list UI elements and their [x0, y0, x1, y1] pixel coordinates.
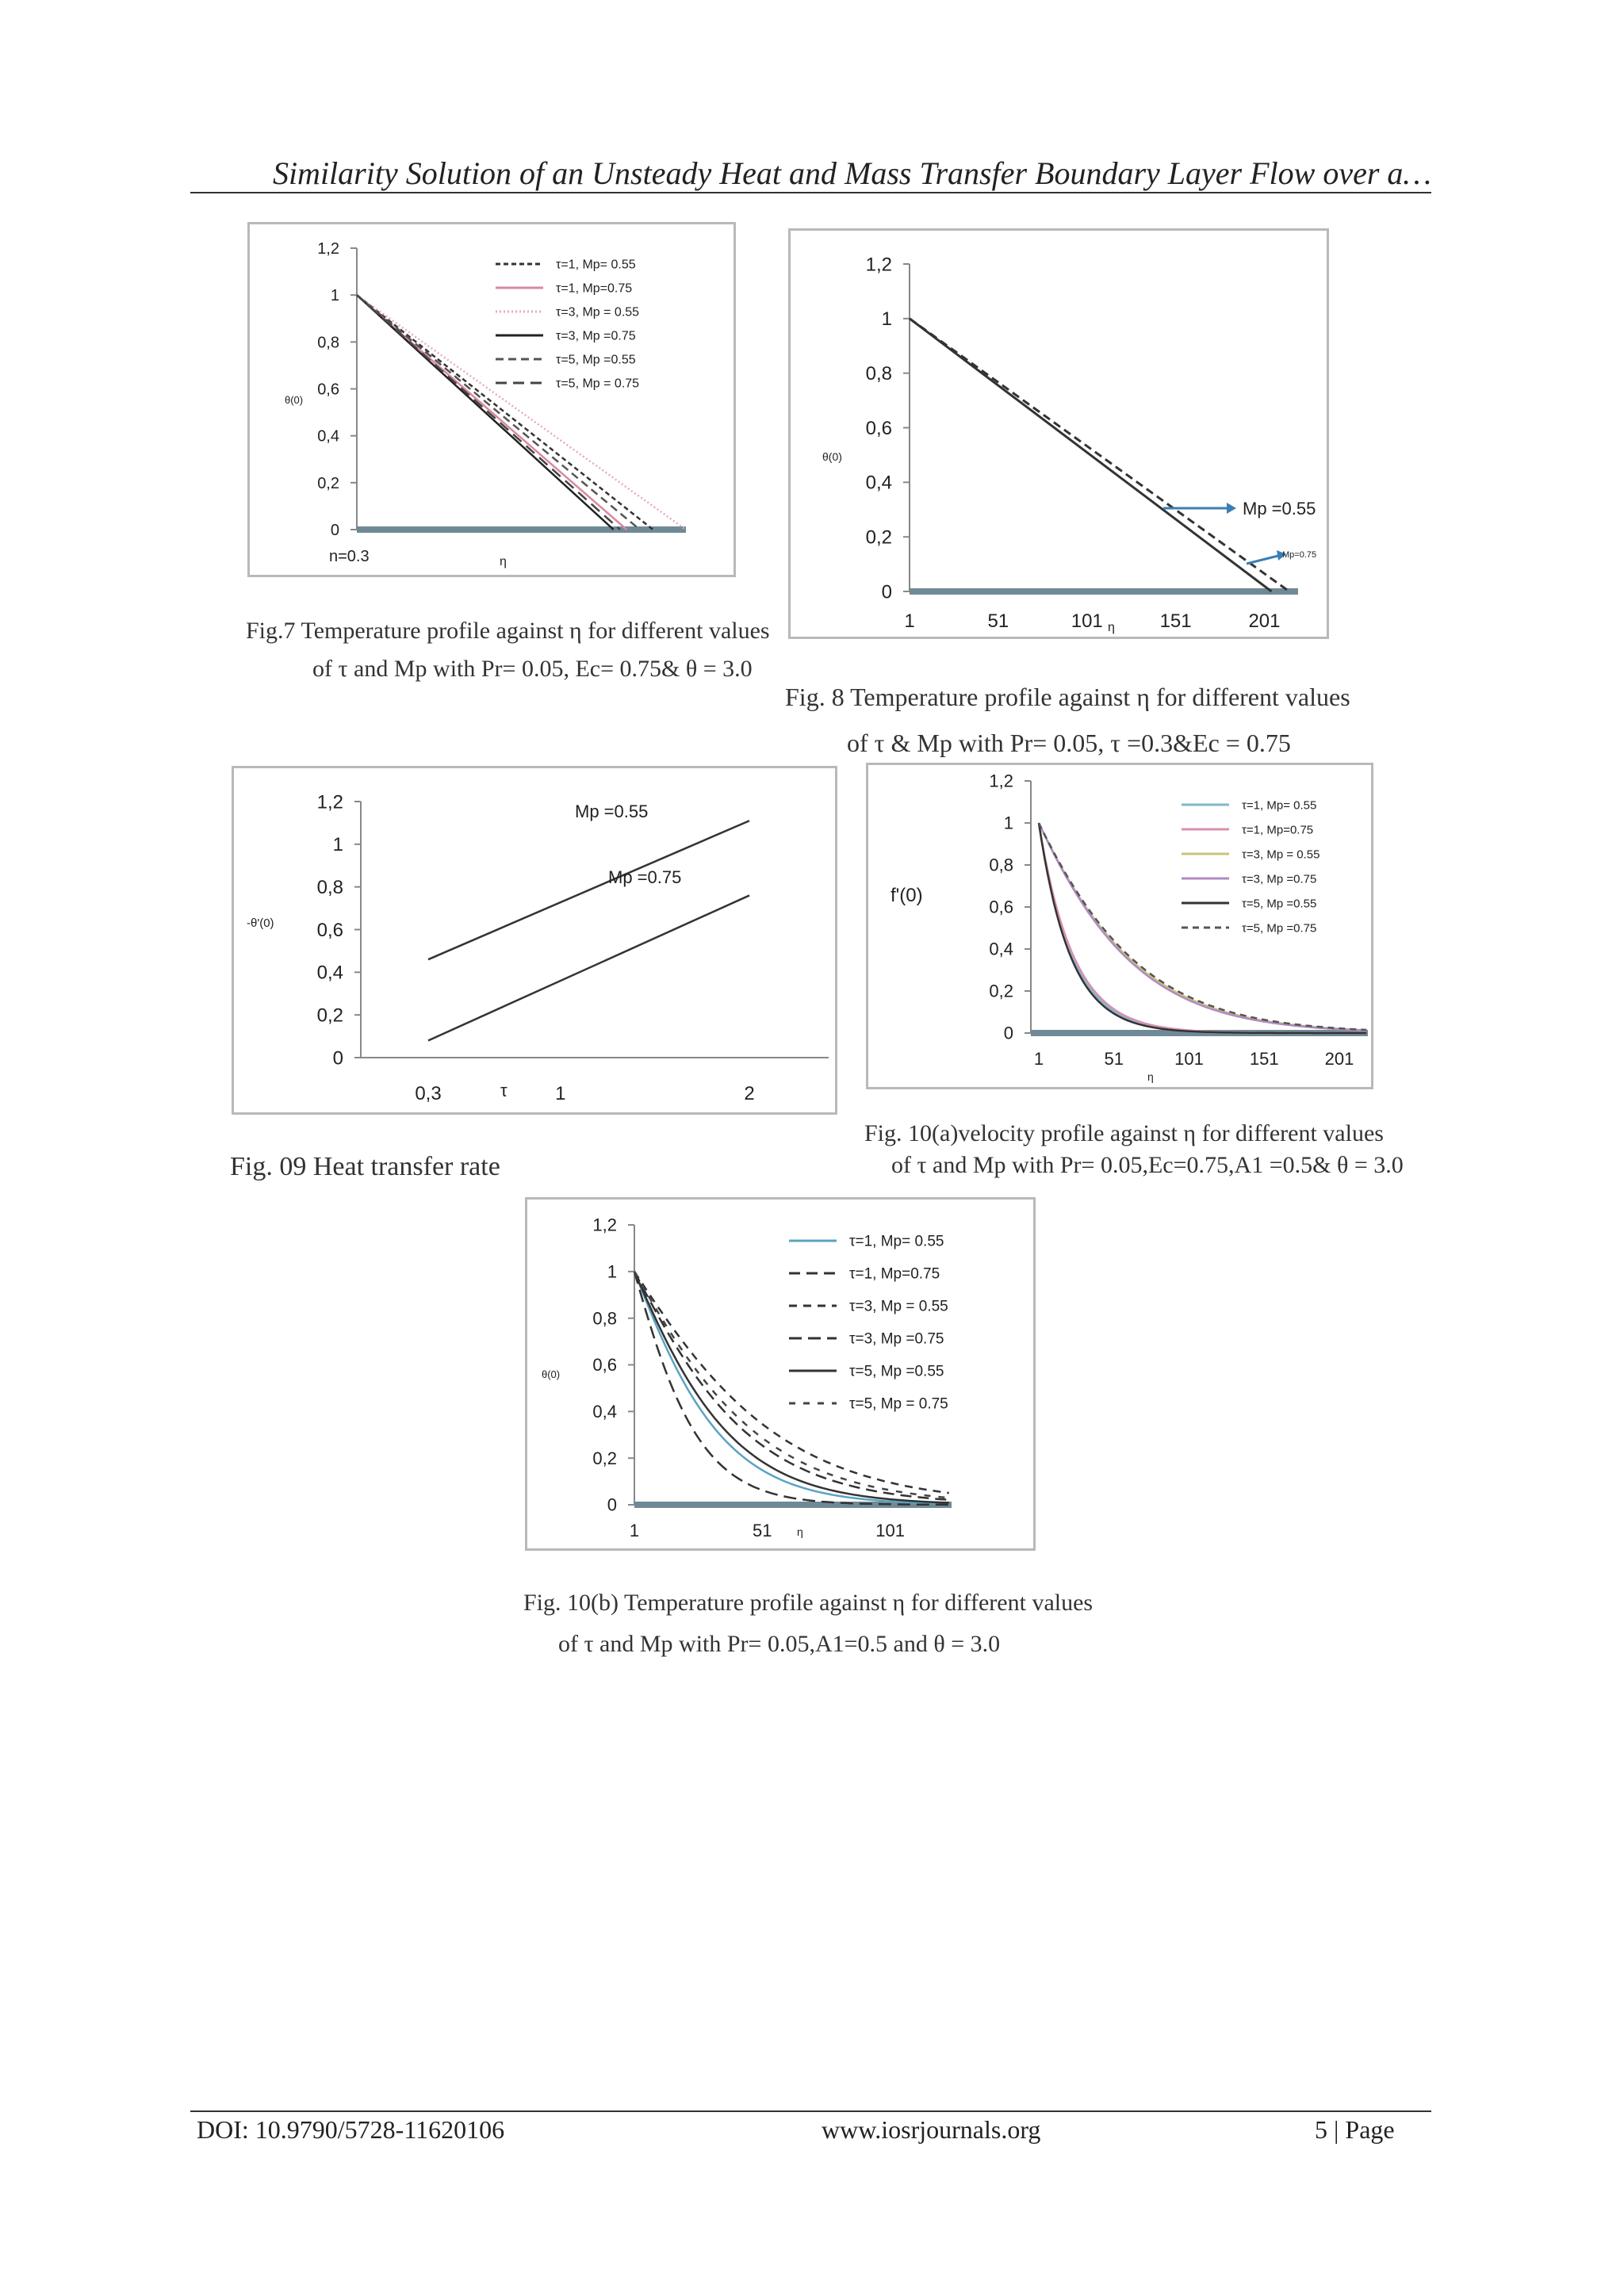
x-tick-label: 1 — [555, 1083, 566, 1104]
y-tick-label: 1 — [881, 308, 892, 331]
y-tick-label: 0,8 — [592, 1308, 617, 1329]
legend-label: τ=3, Mp = 0.55 — [849, 1298, 948, 1315]
legend-label: τ=5, Mp =0.75 — [1242, 921, 1317, 936]
x-tick-label: 101 — [1174, 1049, 1204, 1069]
footer-doi: DOI: 10.9790/5728-11620106 — [197, 2115, 505, 2144]
figure-10b-caption-line2: of τ and Mp with Pr= 0.05,A1=0.5 and θ = 3.0 — [558, 1631, 1001, 1657]
series-line — [910, 319, 1289, 591]
figure-8-caption-line1: Fig. 8 Temperature profile against η for different values — [785, 683, 1350, 711]
legend-label: τ=5, Mp =0.55 — [1242, 897, 1317, 911]
y-tick-label: 0,6 — [317, 381, 339, 399]
y-tick-label: 1,2 — [592, 1215, 617, 1235]
x-axis-label: τ — [500, 1081, 508, 1100]
header-rule — [190, 192, 1431, 193]
legend-label: τ=5, Mp =0.55 — [849, 1363, 944, 1380]
figure-7-chart — [250, 224, 738, 580]
y-tick-label: 0,6 — [592, 1355, 617, 1376]
x-tick-label: 51 — [1104, 1049, 1124, 1069]
chart-annotation: n=0.3 — [329, 548, 370, 565]
figure-10b-caption-line1: Fig. 10(b) Temperature profile against η for different values — [523, 1590, 1094, 1616]
legend-label: τ=5, Mp = 0.75 — [849, 1395, 948, 1413]
figure-7 — [247, 222, 736, 577]
x-tick-label: 51 — [753, 1521, 772, 1540]
figure-10b-chart — [527, 1200, 1038, 1553]
series-line — [428, 895, 749, 1040]
legend-label: τ=5, Mp = 0.75 — [556, 377, 640, 391]
x-tick-label: 2 — [744, 1083, 755, 1104]
figure-10a-chart — [868, 765, 1376, 1092]
legend-label: τ=1, Mp=0.75 — [556, 281, 633, 296]
y-axis-label: θ(0) — [822, 450, 842, 463]
annotation-label: Mp =0.55 — [575, 802, 649, 821]
annotation-arrow — [1247, 556, 1278, 564]
y-tick-label: 0 — [881, 581, 892, 603]
series-line — [357, 295, 686, 530]
footer-rule — [190, 2110, 1431, 2112]
series-line — [910, 319, 1271, 591]
annotation-arrowhead — [1227, 503, 1236, 514]
x-tick-label: 1 — [629, 1521, 640, 1540]
y-tick-label: 0,2 — [865, 526, 892, 549]
x-tick-label: 101 — [875, 1521, 905, 1540]
legend-label: τ=1, Mp= 0.55 — [556, 258, 636, 272]
legend-label: τ=3, Mp = 0.55 — [556, 305, 640, 320]
y-tick-label: 0,2 — [317, 474, 339, 492]
figure-9-chart — [234, 768, 840, 1117]
y-tick-label: 1 — [607, 1261, 617, 1282]
y-tick-label: 0,6 — [316, 919, 343, 941]
y-tick-label: 1,2 — [317, 240, 339, 258]
figure-8 — [788, 228, 1329, 639]
footer-page-number: 5 | Page — [1315, 2115, 1395, 2144]
y-tick-label: 0,4 — [989, 939, 1013, 959]
figure-10a — [866, 763, 1373, 1089]
y-tick-label: 0,2 — [989, 981, 1013, 1001]
figure-7-caption-line1: Fig.7 Temperature profile against η for different values — [246, 618, 770, 644]
y-axis-label: θ(0) — [542, 1368, 561, 1380]
y-tick-label: 0,4 — [316, 962, 343, 984]
y-tick-label: 1 — [332, 834, 343, 856]
y-tick-label: 0 — [1003, 1023, 1013, 1043]
x-tick-label: 1 — [904, 610, 915, 632]
figure-7-caption-line2: of τ and Mp with Pr= 0.05, Ec= 0.75& θ = 3.0 — [312, 656, 753, 682]
annotation-label: Mp =0.75 — [608, 867, 682, 887]
legend-label: τ=1, Mp= 0.55 — [849, 1233, 944, 1250]
y-tick-label: 0,2 — [592, 1448, 617, 1468]
figure-10a-caption-line1: Fig. 10(a)velocity profile against η for different values — [864, 1120, 1384, 1146]
legend-label: τ=1, Mp= 0.55 — [1242, 798, 1317, 813]
legend-label: τ=1, Mp=0.75 — [849, 1265, 940, 1283]
x-axis-label: η — [1108, 621, 1115, 634]
legend-label: τ=3, Mp =0.75 — [1242, 872, 1317, 886]
y-tick-label: 0 — [332, 1047, 343, 1070]
footer-site: www.iosrjournals.org — [822, 2115, 1041, 2144]
x-tick-label: 151 — [1249, 1049, 1279, 1069]
y-tick-label: 1 — [1003, 813, 1013, 833]
figure-10a-caption-line2: of τ and Mp with Pr= 0.05,Ec=0.75,A1 =0.5& θ = 3.0 — [891, 1152, 1404, 1178]
y-axis-label: -θ'(0) — [247, 916, 274, 930]
x-tick-label: 201 — [1324, 1049, 1354, 1069]
y-tick-label: 0,4 — [865, 472, 892, 494]
y-tick-label: 0 — [330, 522, 339, 539]
x-axis-label: η — [500, 555, 507, 568]
figure-8-chart — [791, 231, 1331, 641]
y-axis-label: f'(0) — [891, 885, 923, 906]
x-axis-label: η — [797, 1525, 803, 1538]
x-tick-label: 0,3 — [415, 1083, 442, 1104]
annotation-label: Mp=0.75 — [1282, 550, 1317, 560]
x-tick-label: 201 — [1248, 610, 1281, 632]
figure-8-caption-line2: of τ & Mp with Pr= 0.05, τ =0.3&Ec = 0.75 — [847, 729, 1291, 757]
y-tick-label: 1,2 — [989, 771, 1013, 791]
y-tick-label: 0,8 — [316, 877, 343, 899]
y-axis-label: θ(0) — [285, 394, 304, 406]
y-tick-label: 0,4 — [592, 1402, 617, 1422]
x-tick-label: 151 — [1159, 610, 1192, 632]
x-tick-label: 1 — [1033, 1049, 1044, 1069]
x-tick-label: 51 — [987, 610, 1009, 632]
figure-9 — [232, 766, 837, 1115]
y-tick-label: 0,8 — [317, 334, 339, 352]
x-axis-label: η — [1147, 1070, 1154, 1083]
legend-label: τ=1, Mp=0.75 — [1242, 823, 1314, 837]
y-tick-label: 0 — [607, 1494, 617, 1515]
y-tick-label: 1,2 — [316, 791, 343, 813]
x-tick-label: 101 — [1071, 610, 1103, 632]
y-tick-label: 0,6 — [865, 417, 892, 439]
legend-label: τ=5, Mp =0.55 — [556, 353, 636, 367]
figure-9-caption: Fig. 09 Heat transfer rate — [230, 1152, 500, 1181]
y-tick-label: 0,8 — [865, 363, 892, 385]
y-tick-label: 0,4 — [317, 427, 339, 446]
figure-10b — [525, 1197, 1036, 1551]
annotation-label: Mp =0.55 — [1243, 499, 1316, 519]
y-tick-label: 0,8 — [989, 855, 1013, 875]
series-line — [428, 821, 749, 959]
legend-label: τ=3, Mp =0.75 — [849, 1330, 944, 1348]
running-header: Similarity Solution of an Unsteady Heat and Mass Transfer Boundary Layer Flow over a… — [272, 155, 1431, 191]
legend-label: τ=3, Mp =0.75 — [556, 329, 636, 343]
y-tick-label: 1 — [330, 287, 339, 305]
y-tick-label: 1,2 — [865, 254, 892, 276]
y-tick-label: 0,2 — [316, 1004, 343, 1027]
legend-label: τ=3, Mp = 0.55 — [1242, 848, 1320, 862]
y-tick-label: 0,6 — [989, 897, 1013, 917]
